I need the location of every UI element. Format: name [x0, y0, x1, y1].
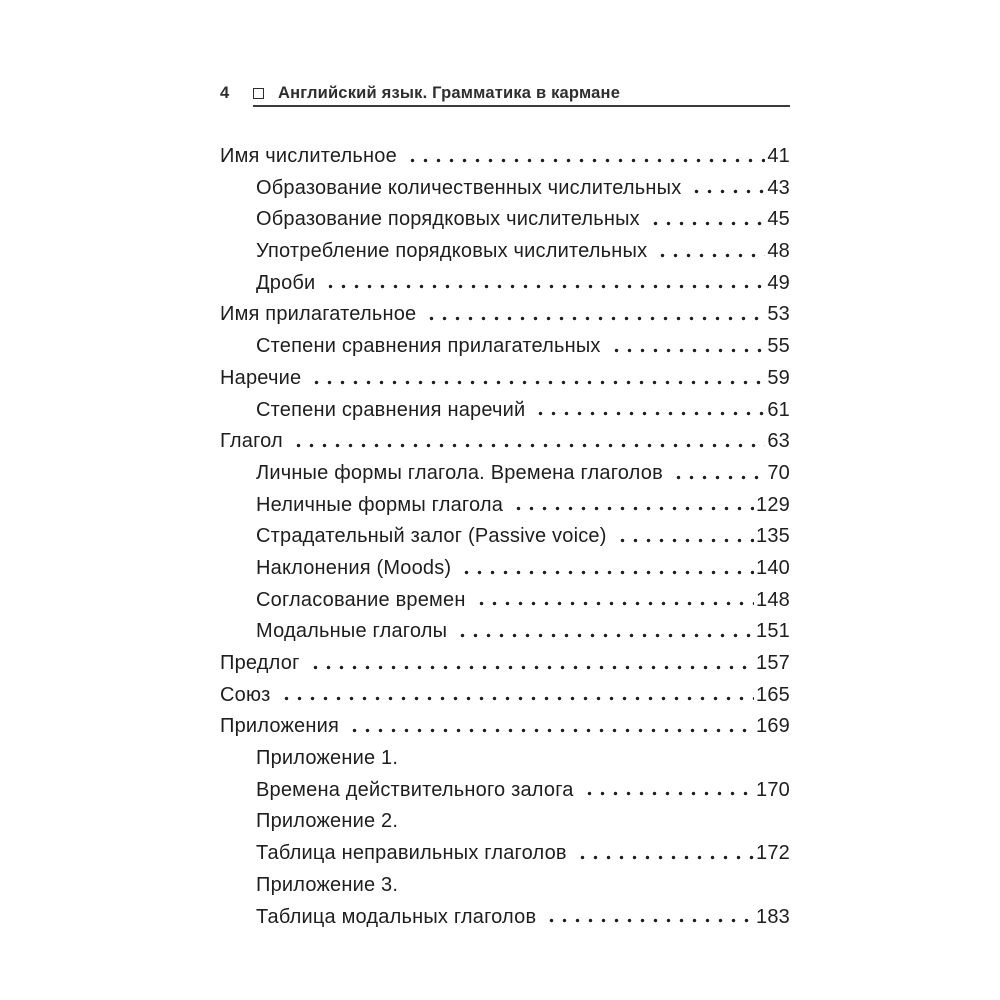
toc-item-page: 129 [756, 493, 790, 516]
toc-item [220, 711, 790, 743]
dot-leader [581, 775, 754, 807]
toc-item-label: Таблица неправильных глаголов [256, 842, 567, 865]
toc-item-page: 140 [756, 556, 790, 579]
toc-item [220, 743, 790, 775]
dot-leader [322, 268, 765, 300]
toc-item [220, 204, 790, 236]
toc-item-page: 157 [756, 652, 790, 674]
toc-item [220, 331, 790, 363]
dot-leader [654, 236, 765, 268]
toc-item-page: 169 [756, 715, 790, 738]
toc-item-page: 135 [756, 525, 790, 548]
toc-item [220, 299, 790, 331]
toc-item [220, 585, 790, 617]
dot-leader [608, 331, 766, 363]
dot-leader [458, 553, 754, 585]
toc-item-label: Степени сравнения прилагательных [256, 335, 601, 358]
table-of-contents [220, 141, 790, 933]
toc-item-page: 43 [767, 176, 790, 199]
header-rule-divider [253, 105, 790, 107]
toc-item-page: 59 [767, 366, 790, 389]
toc-item-label: Приложение 1. [256, 747, 399, 770]
toc-item-page: 151 [756, 620, 790, 643]
toc-item-label: Страдательный залог (Passive voice) [256, 525, 607, 548]
dot-leader [543, 902, 754, 934]
toc-item-label: Наклонения (Moods) [256, 556, 452, 579]
toc-item [220, 490, 790, 522]
toc-item [220, 806, 790, 838]
toc-item-label: Модальные глаголы [256, 620, 448, 643]
toc-item-label: Приложение 2. [256, 810, 399, 833]
toc-item [220, 426, 790, 458]
toc-item [220, 395, 790, 427]
toc-item [220, 775, 790, 807]
toc-item-label: Образование порядковых числительных [256, 208, 640, 231]
toc-item [220, 902, 790, 934]
toc-item-page: 61 [767, 398, 790, 421]
toc-item-label: Имя прилагательное [220, 303, 417, 326]
toc-item [220, 363, 790, 395]
toc-item-label: Степени сравнения наречий [256, 398, 526, 421]
toc-item [220, 141, 790, 173]
running-header [220, 84, 790, 103]
toc-item-page: 41 [767, 145, 790, 167]
dot-leader [307, 648, 754, 680]
dot-leader [290, 426, 765, 458]
toc-item-label: Дроби [256, 271, 316, 294]
toc-item [220, 616, 790, 648]
dot-leader [574, 838, 754, 870]
toc-item [220, 173, 790, 205]
toc-item-page: 48 [767, 240, 790, 263]
toc-item-label: Приложения [220, 715, 340, 738]
toc-item-page: 170 [756, 778, 790, 801]
toc-item [220, 268, 790, 300]
toc-item-label: Неличные формы глагола [256, 493, 504, 516]
toc-item-label: Образование количественных числительных [256, 176, 682, 199]
toc-item-page: 45 [767, 208, 790, 231]
dot-leader [454, 616, 754, 648]
toc-item-label: Наречие [220, 366, 302, 389]
square-bullet-icon [253, 88, 264, 99]
dot-leader [346, 711, 754, 743]
dot-leader [614, 521, 754, 553]
toc-item-label: Имя числительное [220, 145, 397, 167]
toc-item-page: 148 [756, 588, 790, 611]
toc-item-label: Личные формы глагола. Времена глаголов [256, 461, 663, 484]
toc-item [220, 838, 790, 870]
toc-item-page: 172 [756, 842, 790, 865]
dot-leader [278, 680, 754, 712]
dot-leader [510, 490, 754, 522]
toc-item-label: Употребление порядковых числительных [256, 240, 648, 263]
dot-leader [647, 204, 765, 236]
toc-item-label: Глагол [220, 430, 283, 453]
toc-item-page: 165 [756, 683, 790, 706]
toc-item-label: Таблица модальных глаголов [256, 905, 537, 928]
toc-item [220, 521, 790, 553]
toc-item [220, 458, 790, 490]
toc-item [220, 680, 790, 712]
dot-leader [404, 141, 765, 173]
dot-leader [670, 458, 765, 490]
dot-leader [688, 173, 765, 205]
dot-leader [473, 585, 754, 617]
dot-leader [423, 299, 765, 331]
toc-item [220, 553, 790, 585]
toc-item-label: Союз [220, 683, 271, 706]
toc-item-label: Согласование времен [256, 588, 466, 611]
toc-item-page: 70 [767, 461, 790, 484]
toc-item-label: Времена действительного залога [256, 778, 574, 801]
dot-leader [532, 395, 765, 427]
toc-item [220, 236, 790, 268]
toc-item-page: 49 [767, 271, 790, 294]
page-number: 4 [220, 84, 230, 102]
toc-item-page: 53 [767, 303, 790, 326]
toc-item-page: 63 [767, 430, 790, 453]
toc-item [220, 648, 790, 680]
toc-item-page: 183 [756, 905, 790, 928]
toc-item-page: 55 [767, 335, 790, 358]
dot-leader [308, 363, 765, 395]
toc-item [220, 870, 790, 902]
toc-item-label: Приложение 3. [256, 873, 399, 896]
running-header-title: Английский язык. Грамматика в кармане [278, 84, 621, 102]
toc-item-label: Предлог [220, 652, 300, 674]
